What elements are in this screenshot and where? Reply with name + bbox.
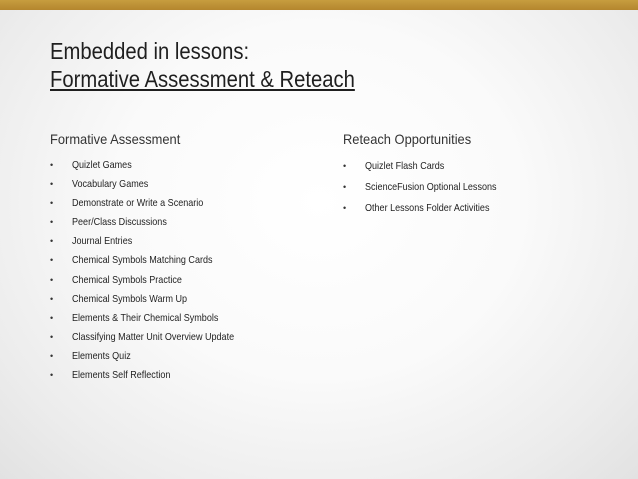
title-line-1: Embedded in lessons: bbox=[50, 38, 250, 64]
list-item: • ScienceFusion Optional Lessons bbox=[343, 177, 623, 198]
formative-assessment-column bbox=[50, 130, 320, 385]
bullet-icon: • bbox=[343, 161, 347, 171]
list-item: • Demonstrate or Write a Scenario bbox=[50, 194, 320, 213]
bullet-icon: • bbox=[50, 312, 54, 323]
list-item: • Elements Self Reflection bbox=[50, 366, 320, 385]
bullet-icon: • bbox=[50, 370, 54, 381]
bullet-icon: • bbox=[50, 331, 54, 342]
list-item: • Other Lessons Folder Activities bbox=[343, 198, 623, 219]
list-item: • Chemical Symbols Matching Cards bbox=[50, 251, 320, 270]
title-line-2: Formative Assessment & Reteach bbox=[50, 66, 355, 92]
formative-assessment-list bbox=[50, 156, 320, 385]
list-item: • Classifying Matter Unit Overview Update bbox=[50, 328, 320, 347]
bullet-icon: • bbox=[50, 198, 54, 209]
bullet-icon: • bbox=[50, 350, 54, 361]
list-item: • Journal Entries bbox=[50, 232, 320, 251]
list-item: • Elements Quiz bbox=[50, 347, 320, 366]
list-item: • Vocabulary Games bbox=[50, 175, 320, 194]
bullet-icon: • bbox=[50, 274, 54, 285]
list-item: • Elements & Their Chemical Symbols bbox=[50, 309, 320, 328]
list-item: • Quizlet Games bbox=[50, 156, 320, 175]
bullet-icon: • bbox=[50, 293, 54, 304]
list-item: • Quizlet Flash Cards bbox=[343, 156, 623, 177]
reteach-opportunities-heading: Reteach Opportunities bbox=[343, 131, 472, 147]
list-item: • Chemical Symbols Warm Up bbox=[50, 290, 320, 309]
list-item: • Peer/Class Discussions bbox=[50, 213, 320, 232]
bullet-icon: • bbox=[343, 182, 347, 192]
reteach-opportunities-list bbox=[343, 156, 623, 219]
bullet-icon: • bbox=[50, 160, 54, 170]
bullet-icon: • bbox=[50, 255, 54, 266]
list-item: • Chemical Symbols Practice bbox=[50, 271, 320, 290]
top-accent-bar bbox=[0, 0, 638, 10]
bullet-icon: • bbox=[343, 203, 347, 213]
bullet-icon: • bbox=[50, 236, 54, 247]
bullet-icon: • bbox=[50, 179, 54, 190]
slide-title bbox=[50, 37, 543, 93]
formative-assessment-heading: Formative Assessment bbox=[50, 131, 181, 147]
reteach-opportunities-column bbox=[343, 130, 623, 219]
bullet-icon: • bbox=[50, 217, 54, 228]
